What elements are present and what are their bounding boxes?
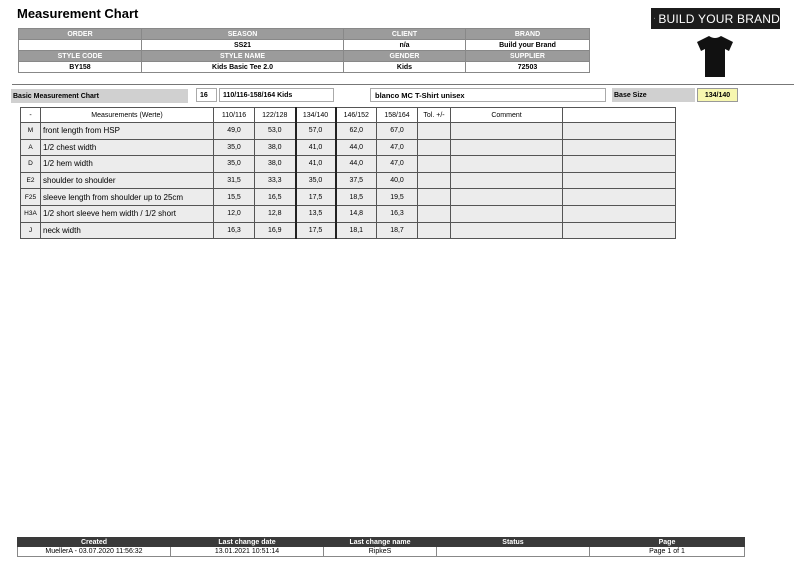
size-value: 31,5 bbox=[214, 172, 255, 189]
brand-logo-text: BUILD YOUR BRAND bbox=[658, 11, 780, 26]
size-value: 18,7 bbox=[377, 222, 418, 239]
base-size-value-cell: 57,0 bbox=[296, 123, 336, 140]
style-name-value: Kids Basic Tee 2.0 bbox=[142, 62, 344, 73]
style-info-table bbox=[18, 28, 590, 73]
status-value bbox=[437, 547, 590, 557]
col-measurement-header: Measurements (Werte) bbox=[41, 108, 214, 123]
brand-logo bbox=[651, 8, 780, 29]
style-name-label: STYLE NAME bbox=[142, 51, 344, 62]
measurement-name: 1/2 hem width bbox=[41, 156, 214, 173]
style-code-value: BY158 bbox=[19, 62, 142, 73]
brand-value: Build your Brand bbox=[466, 40, 590, 51]
footer-table bbox=[17, 537, 745, 557]
extra-cell bbox=[563, 123, 676, 140]
client-value: n/a bbox=[344, 40, 466, 51]
comment-cell bbox=[451, 172, 563, 189]
measurement-name: shoulder to shoulder bbox=[41, 172, 214, 189]
size-value: 38,0 bbox=[255, 139, 296, 156]
col-size-header: 158/164 bbox=[377, 108, 418, 123]
extra-cell bbox=[563, 189, 676, 206]
measurement-name: 1/2 short sleeve hem width / 1/2 short bbox=[41, 205, 214, 222]
extra-cell bbox=[563, 222, 676, 239]
extra-cell bbox=[563, 156, 676, 173]
col-code-header: - bbox=[21, 108, 41, 123]
comment-cell bbox=[451, 123, 563, 140]
basic-chart-label: Basic Measurement Chart bbox=[11, 89, 188, 103]
last-change-name-value: RipkeS bbox=[324, 547, 437, 557]
order-value bbox=[19, 40, 142, 51]
measurement-name: neck width bbox=[41, 222, 214, 239]
table-row bbox=[21, 123, 676, 140]
size-value: 53,0 bbox=[255, 123, 296, 140]
measurement-code: D bbox=[21, 156, 41, 173]
measurement-code: H3A bbox=[21, 205, 41, 222]
style-info-values-row bbox=[19, 62, 590, 73]
extra-cell bbox=[563, 172, 676, 189]
tolerance-cell bbox=[418, 156, 451, 173]
base-size-value-cell: 35,0 bbox=[296, 172, 336, 189]
size-range: 110/116-158/164 Kids bbox=[219, 88, 334, 102]
size-value: 19,5 bbox=[377, 189, 418, 206]
size-value: 35,0 bbox=[214, 156, 255, 173]
last-change-date-value: 13.01.2021 10:51:14 bbox=[171, 547, 324, 557]
measurement-name: sleeve length from shoulder up to 25cm bbox=[41, 189, 214, 206]
season-label: SEASON bbox=[142, 29, 344, 40]
base-size-value-cell: 13,5 bbox=[296, 205, 336, 222]
page-title: Measurement Chart bbox=[17, 6, 139, 21]
base-size-value-cell: 41,0 bbox=[296, 156, 336, 173]
measurement-header-row bbox=[21, 108, 676, 123]
brand-mark-icon bbox=[654, 11, 655, 26]
created-value: MuellerA - 03.07.2020 11:56:32 bbox=[18, 547, 171, 557]
size-value: 33,3 bbox=[255, 172, 296, 189]
client-label: CLIENT bbox=[344, 29, 466, 40]
size-value: 47,0 bbox=[377, 139, 418, 156]
style-info-labels-row bbox=[19, 29, 590, 40]
col-size-header: 110/116 bbox=[214, 108, 255, 123]
comment-cell bbox=[451, 205, 563, 222]
size-value: 40,0 bbox=[377, 172, 418, 189]
section-divider bbox=[12, 84, 794, 85]
style-info-values-row bbox=[19, 40, 590, 51]
size-value: 35,0 bbox=[214, 139, 255, 156]
measurement-code: A bbox=[21, 139, 41, 156]
measurement-name: front length from HSP bbox=[41, 123, 214, 140]
tolerance-cell bbox=[418, 139, 451, 156]
measurement-table bbox=[20, 107, 676, 239]
comment-cell bbox=[451, 139, 563, 156]
page-number: Page 1 of 1 bbox=[590, 547, 745, 557]
size-value: 18,5 bbox=[336, 189, 377, 206]
tolerance-cell bbox=[418, 205, 451, 222]
table-row bbox=[21, 156, 676, 173]
base-size-value: 134/140 bbox=[697, 88, 738, 102]
size-value: 15,5 bbox=[214, 189, 255, 206]
size-value: 16,3 bbox=[214, 222, 255, 239]
table-row bbox=[21, 189, 676, 206]
measurement-code: F25 bbox=[21, 189, 41, 206]
measurement-code: M bbox=[21, 123, 41, 140]
col-tolerance-header: Tol. +/- bbox=[418, 108, 451, 123]
size-value: 49,0 bbox=[214, 123, 255, 140]
table-row bbox=[21, 222, 676, 239]
tolerance-cell bbox=[418, 123, 451, 140]
table-row bbox=[21, 205, 676, 222]
measurement-name: 1/2 chest width bbox=[41, 139, 214, 156]
base-size-label: Base Size bbox=[612, 88, 695, 102]
garment-description: blanco MC T-Shirt unisex bbox=[370, 88, 606, 102]
extra-cell bbox=[563, 205, 676, 222]
col-size-header: 122/128 bbox=[255, 108, 296, 123]
size-value: 44,0 bbox=[336, 139, 377, 156]
footer-value-row bbox=[18, 547, 745, 557]
brand-label: BRAND bbox=[466, 29, 590, 40]
page-label: Page bbox=[590, 538, 745, 547]
table-row bbox=[21, 139, 676, 156]
size-value: 12,0 bbox=[214, 205, 255, 222]
size-value: 67,0 bbox=[377, 123, 418, 140]
comment-cell bbox=[451, 222, 563, 239]
last-change-name-label: Last change name bbox=[324, 538, 437, 547]
col-base-size-header: 134/140 bbox=[296, 108, 336, 123]
gender-label: GENDER bbox=[344, 51, 466, 62]
gender-value: Kids bbox=[344, 62, 466, 73]
created-label: Created bbox=[18, 538, 171, 547]
base-size-value-cell: 41,0 bbox=[296, 139, 336, 156]
size-value: 12,8 bbox=[255, 205, 296, 222]
size-value: 16,9 bbox=[255, 222, 296, 239]
tshirt-icon bbox=[696, 34, 734, 78]
season-value: SS21 bbox=[142, 40, 344, 51]
base-size-value-cell: 17,5 bbox=[296, 222, 336, 239]
footer-header-row bbox=[18, 538, 745, 547]
size-value: 16,5 bbox=[255, 189, 296, 206]
supplier-label: SUPPLIER bbox=[466, 51, 590, 62]
size-count: 16 bbox=[196, 88, 217, 102]
size-value: 62,0 bbox=[336, 123, 377, 140]
table-row bbox=[21, 172, 676, 189]
comment-cell bbox=[451, 156, 563, 173]
col-size-header: 146/152 bbox=[336, 108, 377, 123]
measurement-code: J bbox=[21, 222, 41, 239]
extra-cell bbox=[563, 139, 676, 156]
col-extra-header bbox=[563, 108, 676, 123]
size-value: 18,1 bbox=[336, 222, 377, 239]
last-change-date-label: Last change date bbox=[171, 538, 324, 547]
col-comment-header: Comment bbox=[451, 108, 563, 123]
supplier-value: 72503 bbox=[466, 62, 590, 73]
status-label: Status bbox=[437, 538, 590, 547]
style-code-label: STYLE CODE bbox=[19, 51, 142, 62]
order-label: ORDER bbox=[19, 29, 142, 40]
size-value: 47,0 bbox=[377, 156, 418, 173]
tolerance-cell bbox=[418, 172, 451, 189]
size-value: 37,5 bbox=[336, 172, 377, 189]
tolerance-cell bbox=[418, 222, 451, 239]
style-info-labels-row bbox=[19, 51, 590, 62]
size-value: 44,0 bbox=[336, 156, 377, 173]
size-value: 38,0 bbox=[255, 156, 296, 173]
base-size-value-cell: 17,5 bbox=[296, 189, 336, 206]
comment-cell bbox=[451, 189, 563, 206]
measurement-code: E2 bbox=[21, 172, 41, 189]
tolerance-cell bbox=[418, 189, 451, 206]
size-value: 14,8 bbox=[336, 205, 377, 222]
size-value: 16,3 bbox=[377, 205, 418, 222]
